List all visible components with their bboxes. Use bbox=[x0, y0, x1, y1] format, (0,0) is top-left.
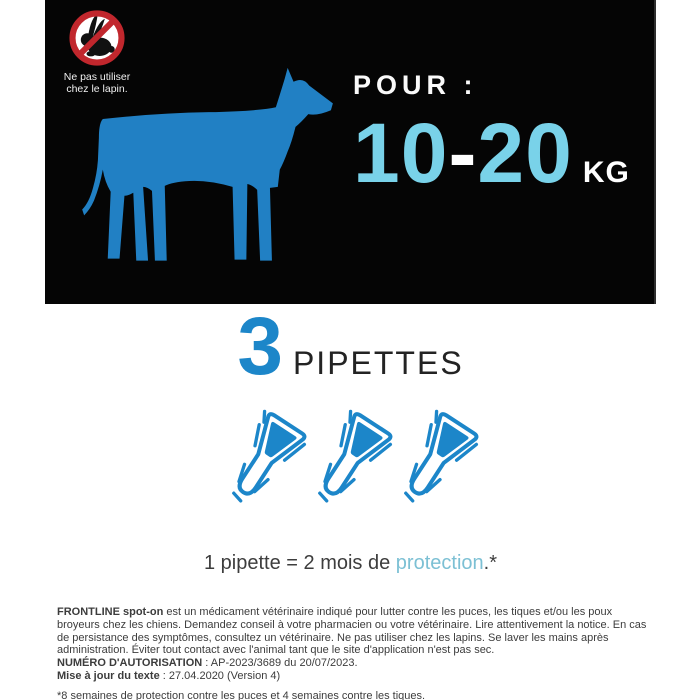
pipette-icon bbox=[376, 392, 496, 529]
protection-note bbox=[45, 552, 656, 575]
note-prefix: 1 pipette = 2 mois de bbox=[204, 551, 396, 574]
text-update-line bbox=[57, 670, 651, 683]
product-banner bbox=[45, 0, 656, 304]
dog-silhouette-path bbox=[82, 68, 333, 261]
pipette-icon bbox=[204, 392, 324, 529]
legal-text-block bbox=[57, 606, 651, 700]
warning-line2: chez le lapin. bbox=[66, 83, 128, 95]
dosage-block bbox=[353, 70, 630, 200]
pipette-icons-row bbox=[45, 400, 656, 540]
pipette-count-label: PIPETTES bbox=[292, 345, 464, 381]
authorization-value: : AP-2023/3689 du 20/07/2023. bbox=[202, 657, 358, 670]
legal-paragraph bbox=[57, 606, 651, 657]
warning-line1: Ne pas utiliser bbox=[63, 71, 131, 83]
note-suffix: .* bbox=[483, 551, 497, 574]
note-highlight: protection bbox=[395, 551, 484, 574]
weight-separator: - bbox=[448, 106, 478, 200]
pipette-icon bbox=[376, 392, 496, 529]
weight-unit: KG bbox=[582, 156, 630, 189]
authorization-label: NUMÉRO D'AUTORISATION bbox=[57, 657, 203, 670]
authorization-line bbox=[57, 657, 651, 670]
pour-label: POUR : bbox=[353, 70, 478, 100]
text-update-label: Mise à jour du texte bbox=[57, 669, 160, 682]
weight-high: 20 bbox=[477, 106, 573, 200]
pipette-icon bbox=[204, 392, 324, 529]
pipette-count: 3 bbox=[237, 301, 283, 392]
rabbit-prohibition-icon bbox=[69, 10, 125, 66]
pipette-icon bbox=[290, 392, 410, 529]
pipette-icon bbox=[290, 392, 410, 529]
pipettes-section bbox=[45, 301, 656, 575]
dog-silhouette-wrap bbox=[81, 64, 337, 268]
footnote: *8 semaines de protection contre les puces et 4 semaines contre les tiques. bbox=[57, 689, 426, 700]
dog-icon bbox=[81, 64, 337, 268]
legal-paragraph-text: est un médicament vétérinaire indiqué pour lutter contre les puces, les tiques et/ou les poux broyeurs chez les chiens. Demandez conseil à votre pharmacien ou votre vétérinaire. Lire attentivement la notice. En cas de persistance des symptômes, consultez un vétérinaire. Ne pas utiliser chez les lapins. Se laver les mains après administration. Éviter tout contact avec l'animal tant que le site d'application n'est pas sec. bbox=[57, 606, 647, 657]
legal-product-name: FRONTLINE spot-on bbox=[57, 606, 164, 618]
text-update-value: : 27.04.2020 (Version 4) bbox=[159, 669, 281, 682]
weight-range bbox=[353, 106, 630, 200]
pipette-count-row bbox=[45, 301, 656, 392]
weight-low: 10 bbox=[353, 106, 449, 200]
